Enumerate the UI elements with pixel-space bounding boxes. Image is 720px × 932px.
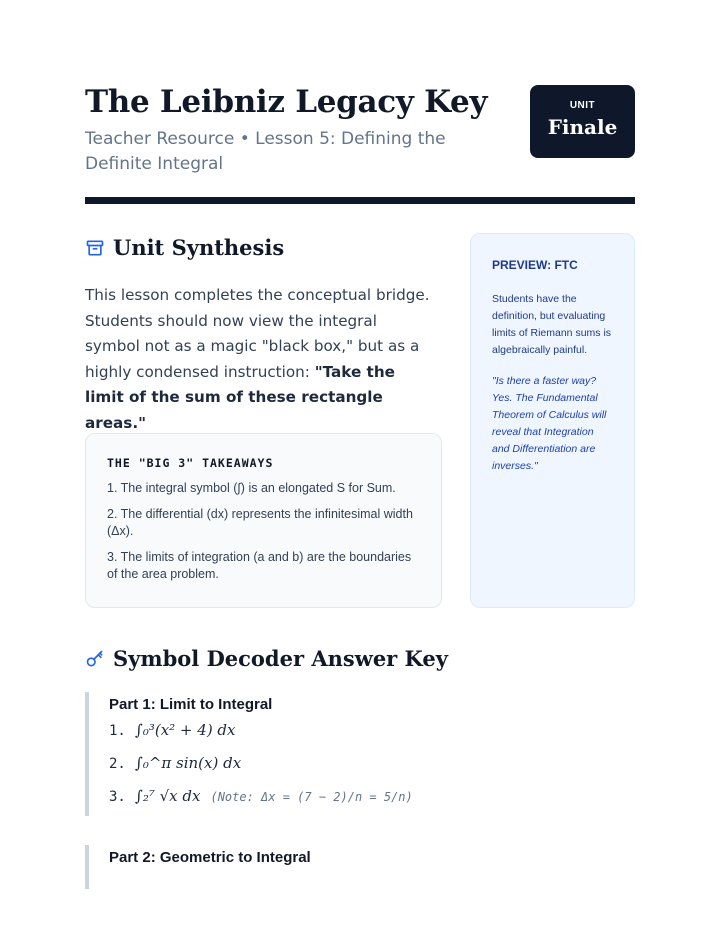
badge-value: Finale [547,115,618,139]
page-subtitle: Teacher Resource • Lesson 5: Defining the Definite Integral [85,129,446,174]
takeaway-item: 3. The limits of integration (a and b) are the boundaries of the area problem. [107,550,412,581]
answer-note: (Note: Δx = (7 − 2)/n = 5/n) [210,790,413,804]
takeaways-heading: THE "BIG 3" TAKEAWAYS [107,456,274,470]
part-2-heading: Part 2: Geometric to Integral [109,849,311,866]
answer-number: 3. [109,789,126,805]
intro-emphasis: "Take the limit of the sum of these rectangle areas." [85,362,395,432]
answer-expression: ∫₀³(x² + 4) dx [135,721,236,739]
synthesis-title: Unit Synthesis [113,235,285,260]
answer-expression: ∫₂⁷ √x dx [135,787,201,805]
key-icon [85,649,105,669]
synthesis-heading [85,235,284,260]
preview-description: Students have the definition, but evaluating limits of Riemann sums is algebraically painful. [492,293,612,356]
answer-number: 1. [109,723,126,739]
answer-row [109,779,635,812]
badge-label: UNIT [569,100,596,111]
part-1-heading: Part 1: Limit to Integral [109,696,273,713]
synthesis-intro [85,283,435,436]
intro-text: This lesson completes the conceptual bridge. Students should now view the integral symbol not as a magic "black box," but as a highly condensed instruction: [85,286,430,381]
preview-callout [470,233,635,608]
answer-row [109,746,635,779]
header-divider [85,197,635,204]
takeaways-card [85,433,442,608]
decoder-title: Symbol Decoder Answer Key [113,646,448,671]
part-1-block [85,692,635,816]
takeaway-item: 2. The differential (dx) represents the infinitesimal width (Δx). [107,507,413,538]
preview-heading: PREVIEW: FTC [492,258,578,272]
answer-row [109,713,635,746]
answer-expression: ∫₀^π sin(x) dx [135,754,242,772]
preview-quote: "Is there a faster way? Yes. The Fundamental Theorem of Calculus will reveal that Integration and Differentiation are inverses." [492,375,607,472]
answer-number: 2. [109,756,126,772]
archive-icon [85,238,105,258]
decoder-heading [85,646,448,671]
document-page [85,0,635,932]
page-title: The Leibniz Legacy Key [85,84,488,120]
part-2-block [85,845,635,889]
takeaway-item: 1. The integral symbol (∫) is an elongated S for Sum. [107,481,396,495]
unit-badge [530,85,635,158]
